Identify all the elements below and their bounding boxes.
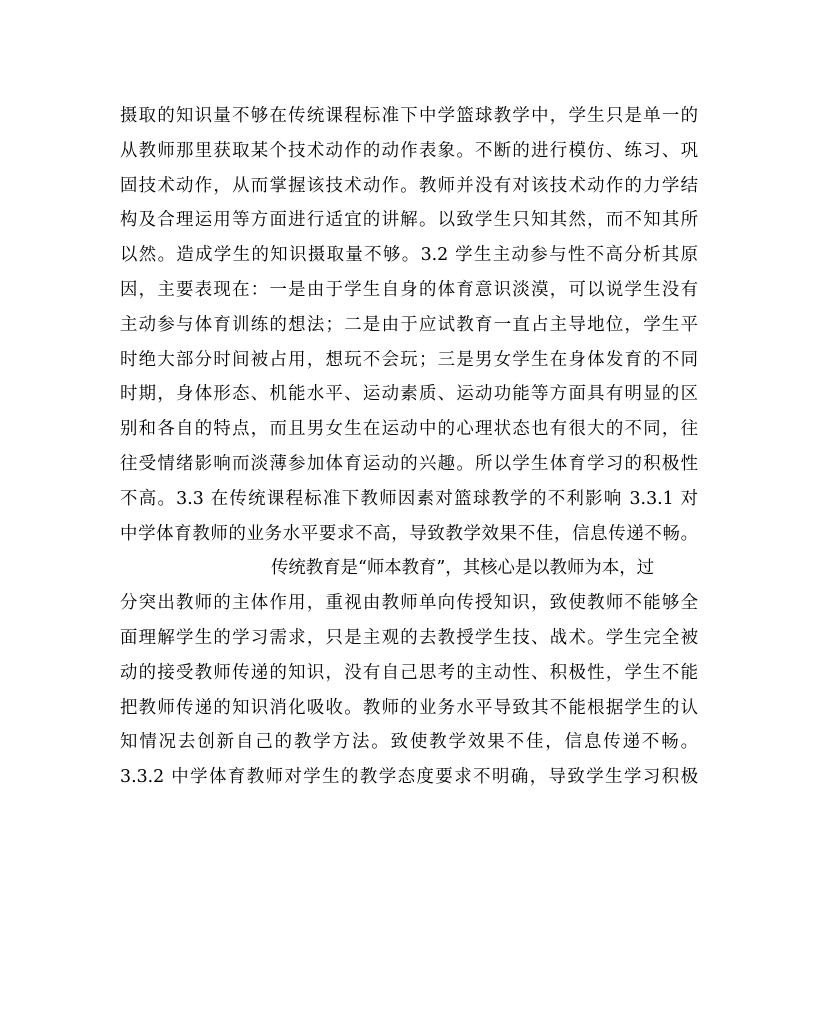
text-line: 主动参与体育训练的想法；二是由于应试教育一直占主导地位，学生平 [120,314,698,335]
text-line: 时绝大部分时间被占用，想玩不会玩；三是男女学生在身体发育的不同 [120,349,698,370]
body-text [120,99,698,795]
text-line: 传统教育是“师本教育”，其核心是以教师为本，过 [271,558,654,579]
text-line: 往受情绪影响而淡薄参加体育运动的兴趣。所以学生体育学习的积极性 [120,453,698,474]
text-line: 摄取的知识量不够在传统课程标准下中学篮球教学中，学生只是单一的 [120,106,698,126]
text-line: 面理解学生的学习需求，只是主观的去教授学生技、战术。学生完全被 [120,627,698,648]
text-line: 以然。造成学生的知识摄取量不够。3.2 学生主动参与性不高分析其原 [120,245,698,266]
text-line: 构及合理运用等方面进行适宜的讲解。以致学生只知其然，而不知其所 [120,210,698,231]
text-line: 把教师传递的知识消化吸收。教师的业务水平导致其不能根据学生的认 [120,697,698,718]
text-line: 知情况去创新自己的教学方法。致使教学效果不佳，信息传递不畅。 [120,732,698,753]
text-line: 因，主要表现在：一是由于学生自身的体育意识淡漠，可以说学生没有 [120,279,698,300]
text-line: 从教师那里获取某个技术动作的动作表象。不断的进行模仿、练习、巩 [120,140,698,161]
text-line: 分突出教师的主体作用，重视由教师单向传授知识，致使教师不能够全 [120,593,698,614]
text-line: 动的接受教师传递的知识，没有自己思考的主动性、积极性，学生不能 [120,662,698,683]
text-line: 3.3.2 中学体育教师对学生的教学态度要求不明确，导致学生学习积极 [120,767,698,788]
text-line: 别和各自的特点，而且男女生在运动中的心理状态也有很大的不同，往 [120,419,698,440]
text-line: 不高。3.3 在传统课程标准下教师因素对篮球教学的不利影响 3.3.1 对 [120,488,698,509]
text-line: 中学体育教师的业务水平要求不高，导致教学效果不佳，信息传递不畅。 [120,523,698,544]
text-line: 时期，身体形态、机能水平、运动素质、运动功能等方面具有明显的区 [120,384,698,405]
text-line: 固技术动作，从而掌握该技术动作。教师并没有对该技术动作的力学结 [120,175,698,196]
